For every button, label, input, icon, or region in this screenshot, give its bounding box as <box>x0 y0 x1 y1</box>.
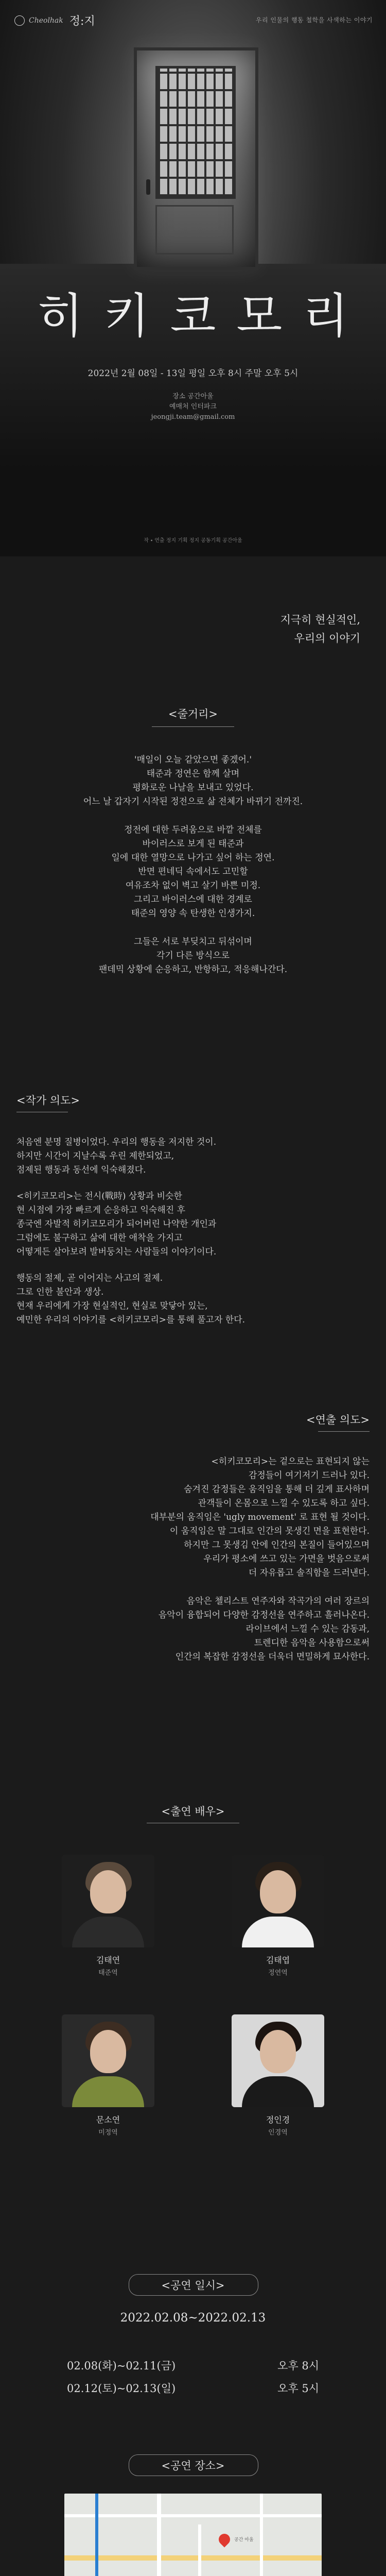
cast-name: 김태연 <box>96 1955 120 1965</box>
dates-heading: <공연 일시> <box>161 2279 225 2292</box>
text-line: 점제된 행동과 동선에 익숙해졌다. <box>16 1165 146 1175</box>
cast-heading: <출연 배우> <box>161 1805 225 1818</box>
divider <box>318 1431 370 1432</box>
cast-name: 김태엽 <box>266 1955 290 1965</box>
brand <box>14 12 95 28</box>
text-line: 감정들이 여기저기 드러나 있다. <box>248 1470 370 1481</box>
heading-frame <box>129 2274 258 2296</box>
cast-name: 정인경 <box>266 2115 290 2125</box>
text-line: '매일이 오늘 같았으면 좋겠어.' <box>134 755 252 765</box>
intro-line: 지극히 현실적인, <box>280 614 360 626</box>
door-handle-icon <box>146 179 150 195</box>
door-window <box>155 66 236 199</box>
director-p2 <box>0 1595 386 1664</box>
text-line: 현 시점에 가장 빠르게 순응하고 익숙해진 후 <box>16 1205 186 1215</box>
heading-frame <box>129 2454 258 2476</box>
writer-p3 <box>0 1272 386 1327</box>
map-wrap <box>0 2494 386 2576</box>
hero-tagline: 우리 인물의 행동 철학을 사색하는 이야기 <box>255 16 373 24</box>
synopsis-p3 <box>0 935 386 977</box>
director-p1 <box>0 1455 386 1580</box>
text-line: 그로 인한 불안과 생상. <box>16 1287 104 1297</box>
logo-icon <box>14 15 25 26</box>
text-line: 인간의 복잡한 감정선을 더욱더 면밀하게 묘사한다. <box>175 1652 370 1662</box>
text-line: 태준과 정연은 함께 살며 <box>146 769 240 779</box>
divider <box>152 726 234 727</box>
door-illustration <box>134 47 258 270</box>
text-line: 그들은 서로 부딪치고 뒤섞이며 <box>134 937 252 947</box>
text-line: 더 자유롭고 솔직함을 드러낸다. <box>248 1568 370 1578</box>
writer-heading: <작가 의도> <box>16 1094 80 1107</box>
text-line: 트렌디한 음악을 사용함으로써 <box>254 1638 370 1648</box>
brand-name: 정:지 <box>69 15 95 28</box>
hero-poster <box>0 0 386 556</box>
text-line: 처음엔 분명 질병이었다. 우리의 행동을 저지한 것이. <box>16 1137 217 1147</box>
venue-line: 장소 공간아울 <box>172 393 214 400</box>
text-line: 반면 편네딕 속에서도 고민할 <box>138 867 248 877</box>
hero-credits: 작 ∙ 연출 정지 기획 정지 공동기획 공간아울 <box>144 538 242 544</box>
door-panel <box>155 205 234 255</box>
text-line: 예민한 우리의 이야기를 <히키코모리>를 통해 풀고자 한다. <box>16 1315 245 1325</box>
hero-schedule: 2022년 2월 08일 - 13일 평일 오후 8시 주말 오후 5시 <box>87 368 299 379</box>
writer-intent-section <box>0 1092 386 1327</box>
text-line: 종국엔 자발적 히키코모리가 되어버린 나약한 개인과 <box>16 1219 217 1229</box>
text-line: 여유조차 없이 벽고 살기 바쁜 미정. <box>125 880 261 891</box>
writer-p2 <box>0 1190 386 1259</box>
text-line: 우리가 평소에 쓰고 있는 가면을 벗음으로써 <box>203 1554 370 1564</box>
cast-section <box>0 1803 386 2226</box>
text-line: 그리고 바이러스에 대한 경계로 <box>134 894 252 905</box>
brand-script: Cheolhak <box>29 16 63 25</box>
dates-time: 오후 8시 <box>277 2360 319 2372</box>
synopsis-section <box>0 706 386 977</box>
play-title: 히키코모리 <box>37 289 370 344</box>
dates-row <box>67 2377 319 2400</box>
text-line: 각기 다른 방식으로 <box>156 951 230 961</box>
dates-days: 02.08(화)~02.11(금) <box>67 2360 176 2372</box>
text-line: 현재 우리에게 가장 현실적인, 현실로 맞닿아 있는, <box>16 1301 208 1311</box>
intro-quote <box>103 611 360 648</box>
text-line: 음악은 첼리스트 연주자와 작곡가의 여러 장르의 <box>186 1596 370 1606</box>
text-line: 음악이 융합되어 다양한 감정선을 연주하고 흘러나온다. <box>158 1610 370 1620</box>
cast-photo <box>62 1855 154 1947</box>
dates-days: 02.12(토)~02.13(일) <box>67 2382 176 2395</box>
map-label: 공간 아울 <box>234 2537 254 2543</box>
text-line: 그럼에도 불구하고 삶에 대한 애착을 가지고 <box>16 1233 183 1243</box>
dates-table <box>67 2354 319 2400</box>
place-heading: <공연 장소> <box>161 2460 225 2472</box>
text-line: 라이브에서 느낄 수 있는 감동과, <box>245 1624 370 1634</box>
cast-name: 문소연 <box>96 2115 120 2125</box>
dates-section <box>0 2277 386 2427</box>
cast-role: 인경역 <box>268 2129 288 2137</box>
text-line: 하지만 그 못생김 안에 인간의 본질이 들어있으며 <box>184 1540 370 1550</box>
cast-role: 미정역 <box>98 2129 118 2137</box>
venue-line: 예매처 인터파크 <box>169 403 217 411</box>
dates-row <box>67 2354 319 2377</box>
synopsis-p2 <box>0 823 386 921</box>
cast-role: 정연역 <box>268 1969 288 1977</box>
text-line: <히키코모리>는 전시(戰時) 상황과 비슷한 <box>16 1191 182 1201</box>
dates-range: 2022.02.08~2022.02.13 <box>120 2311 266 2325</box>
text-line: 평화로운 나날을 보내고 있었다. <box>132 783 254 793</box>
text-line: 어떻게든 살아보려 발버둥치는 사람들의 이야기이다. <box>16 1247 217 1257</box>
text-line: 팬데믹 상황에 순응하고, 반항하고, 적응해나간다. <box>98 964 288 975</box>
text-line: 숨겨진 감정들은 움직임을 통해 더 깊게 표사하며 <box>184 1484 370 1495</box>
text-line: 관객들이 온몸으로 느낄 수 있도록 하고 싶다. <box>198 1498 370 1509</box>
text-line: 어느 날 갑자기 시작된 정전으로 삶 전체가 바뀌기 전까진. <box>83 796 303 807</box>
text-line: 일에 대한 열망으로 나가고 싶어 하는 정연. <box>111 853 275 863</box>
text-line: 태준의 영양 속 탄생한 인생가지. <box>131 908 255 919</box>
cast-role: 태준역 <box>98 1969 118 1977</box>
cast-photo <box>232 1855 324 1947</box>
hero-venue <box>0 392 386 422</box>
director-intent-section <box>0 1412 386 1664</box>
intro-line: 우리의 이야기 <box>294 632 360 645</box>
cast-photo <box>62 2014 154 2107</box>
text-line: 정전에 대한 두려움으로 바깥 전체를 <box>124 825 262 835</box>
writer-p1 <box>0 1136 386 1177</box>
venue-map[interactable] <box>64 2494 322 2576</box>
synopsis-heading: <줄거리> <box>168 708 218 720</box>
synopsis-p1 <box>0 753 386 809</box>
dates-time: 오후 5시 <box>277 2382 319 2395</box>
place-section <box>0 2458 386 2576</box>
venue-line: jeongji.team@gmail.com <box>151 413 235 421</box>
text-line: 대부분의 움직임은 'ugly movement' 로 표현 될 것이다. <box>150 1512 370 1522</box>
text-line: 바이러스로 보게 된 태준과 <box>142 839 244 849</box>
text-line: 행동의 절제, 곧 이어지는 사고의 절제. <box>16 1273 163 1283</box>
text-line: 하지만 시간이 지날수록 우린 제한되었고, <box>16 1151 174 1161</box>
location-pin-icon <box>216 2531 232 2547</box>
director-heading: <연출 의도> <box>306 1414 370 1426</box>
text-line: <히키코모리>는 겉으로는 표현되지 않는 <box>211 1456 370 1467</box>
text-line: 이 움직임은 말 그대로 인간의 못생긴 면을 표현한다. <box>169 1526 370 1536</box>
cast-photo <box>232 2014 324 2107</box>
